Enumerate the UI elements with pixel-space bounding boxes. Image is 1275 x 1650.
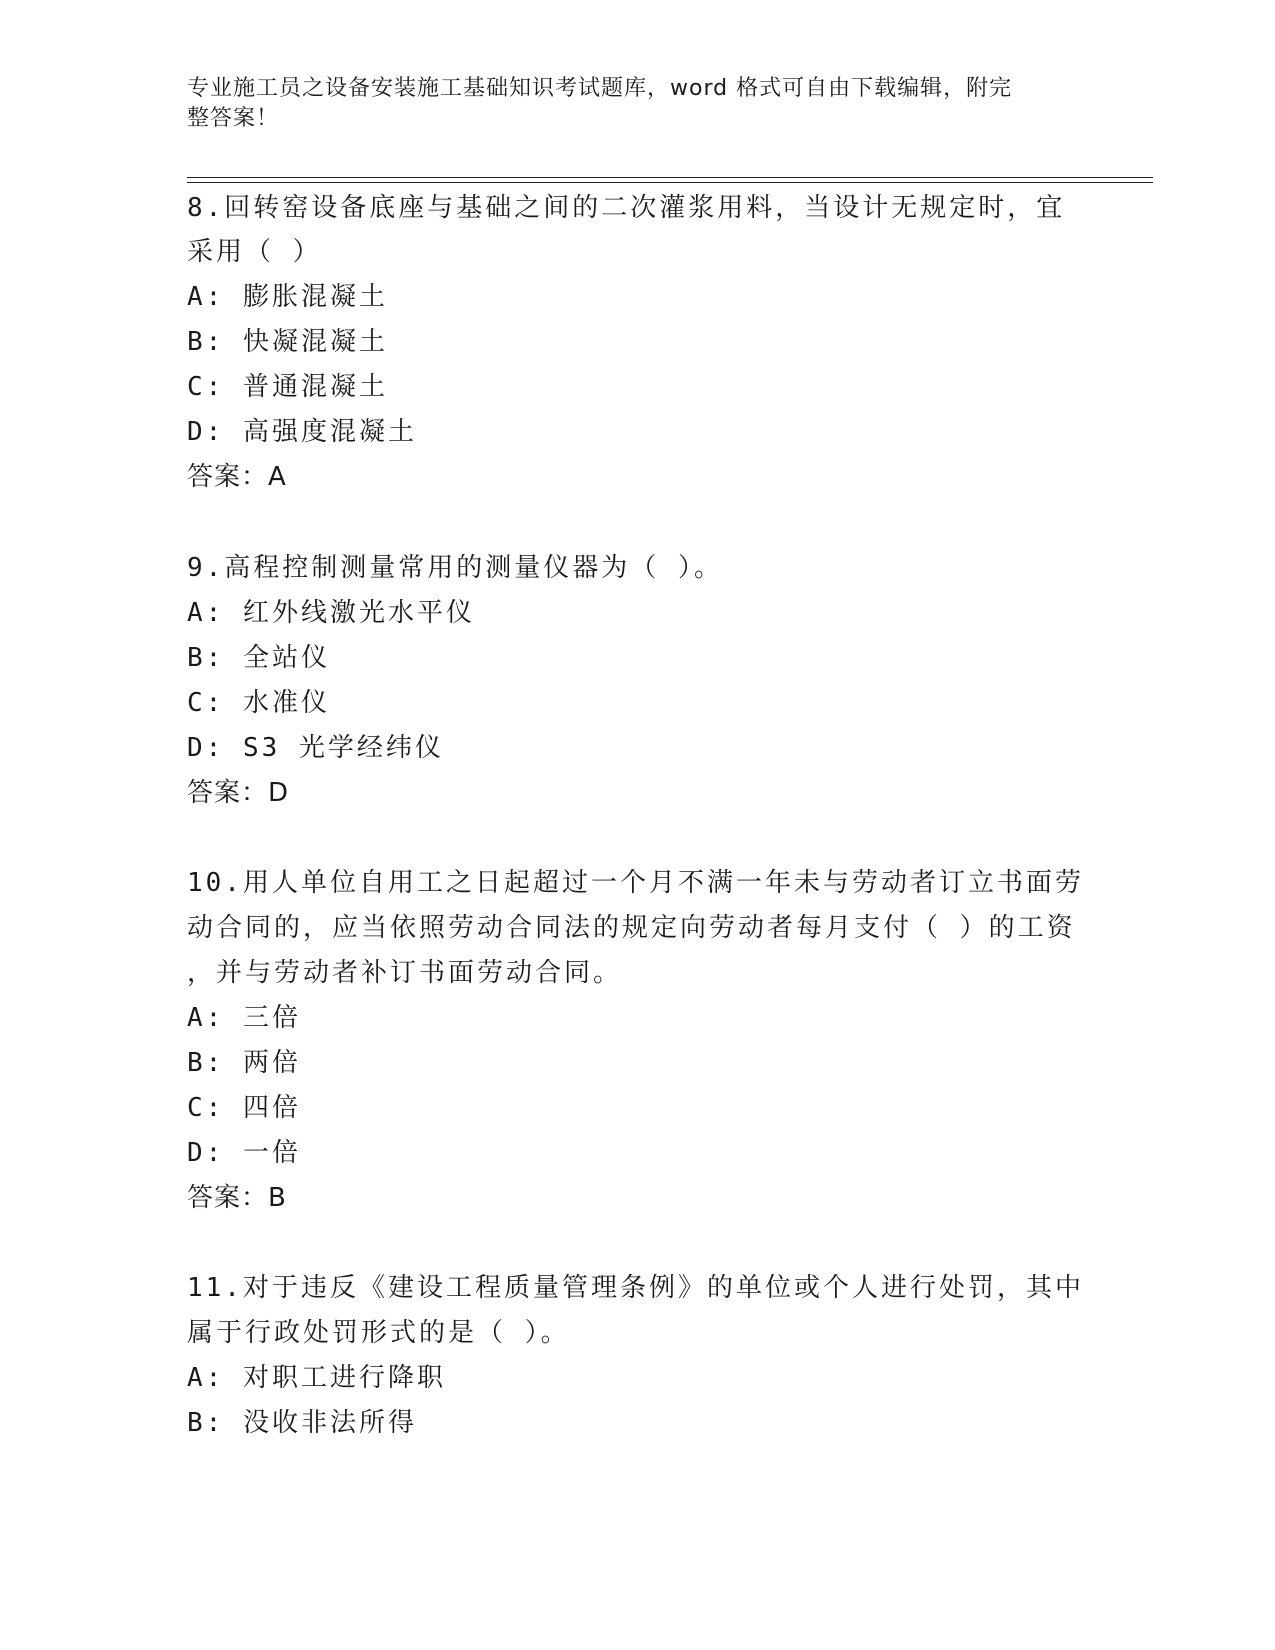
question-8-option-d: D: 高强度混凝土 xyxy=(187,417,417,447)
header-divider-bottom xyxy=(187,182,1153,183)
question-9-option-a: A: 红外线激光水平仪 xyxy=(187,598,475,628)
question-8-option-b: B: 快凝混凝土 xyxy=(187,327,388,357)
question-11-option-a: A: 对职工进行降职 xyxy=(187,1363,446,1393)
question-8-text-cont: 采用（ ） xyxy=(187,237,322,267)
question-10-text-cont-2: ，并与劳动者补订书面劳动合同。 xyxy=(187,958,623,988)
question-9-text: 9.高程控制测量常用的测量仪器为（ ）。 xyxy=(187,553,723,583)
header-divider-top xyxy=(187,177,1153,178)
question-9-option-d: D: S3 光学经纬仪 xyxy=(187,733,444,763)
question-11-text-cont: 属于行政处罚形式的是（ ）。 xyxy=(187,1318,570,1348)
question-10-option-a: A: 三倍 xyxy=(187,1003,301,1033)
question-10-text-cont-1: 动合同的，应当依照劳动合同法的规定向劳动者每月支付（ ）的工资 xyxy=(187,913,1076,943)
question-11-option-b: B: 没收非法所得 xyxy=(187,1408,417,1438)
question-9-option-c: C: 水准仪 xyxy=(187,688,330,718)
question-10-option-b: B: 两倍 xyxy=(187,1048,301,1078)
header-line-2: 整答案！ xyxy=(187,106,280,131)
document-header xyxy=(187,74,1067,134)
question-10-option-c: C: 四倍 xyxy=(187,1093,301,1123)
question-11-text: 11.对于违反《建设工程质量管理条例》的单位或个人进行处罚，其中 xyxy=(187,1273,1084,1303)
question-10-answer: 答案：B xyxy=(187,1183,287,1213)
question-8-answer: 答案：A xyxy=(187,462,287,492)
question-9-answer: 答案：D xyxy=(187,778,290,808)
question-9-option-b: B: 全站仪 xyxy=(187,643,330,673)
question-8-text: 8.回转窑设备底座与基础之间的二次灌浆用料，当设计无规定时，宜 xyxy=(187,193,1066,223)
header-line-1: 专业施工员之设备安装施工基础知识考试题库，word 格式可自由下载编辑，附完 xyxy=(187,76,1013,101)
question-10-text: 10.用人单位自用工之日起超过一个月不满一年未与劳动者订立书面劳 xyxy=(187,868,1084,898)
question-8-option-c: C: 普通混凝土 xyxy=(187,372,388,402)
question-8-option-a: A: 膨胀混凝土 xyxy=(187,282,388,312)
question-10-option-d: D: 一倍 xyxy=(187,1138,301,1168)
